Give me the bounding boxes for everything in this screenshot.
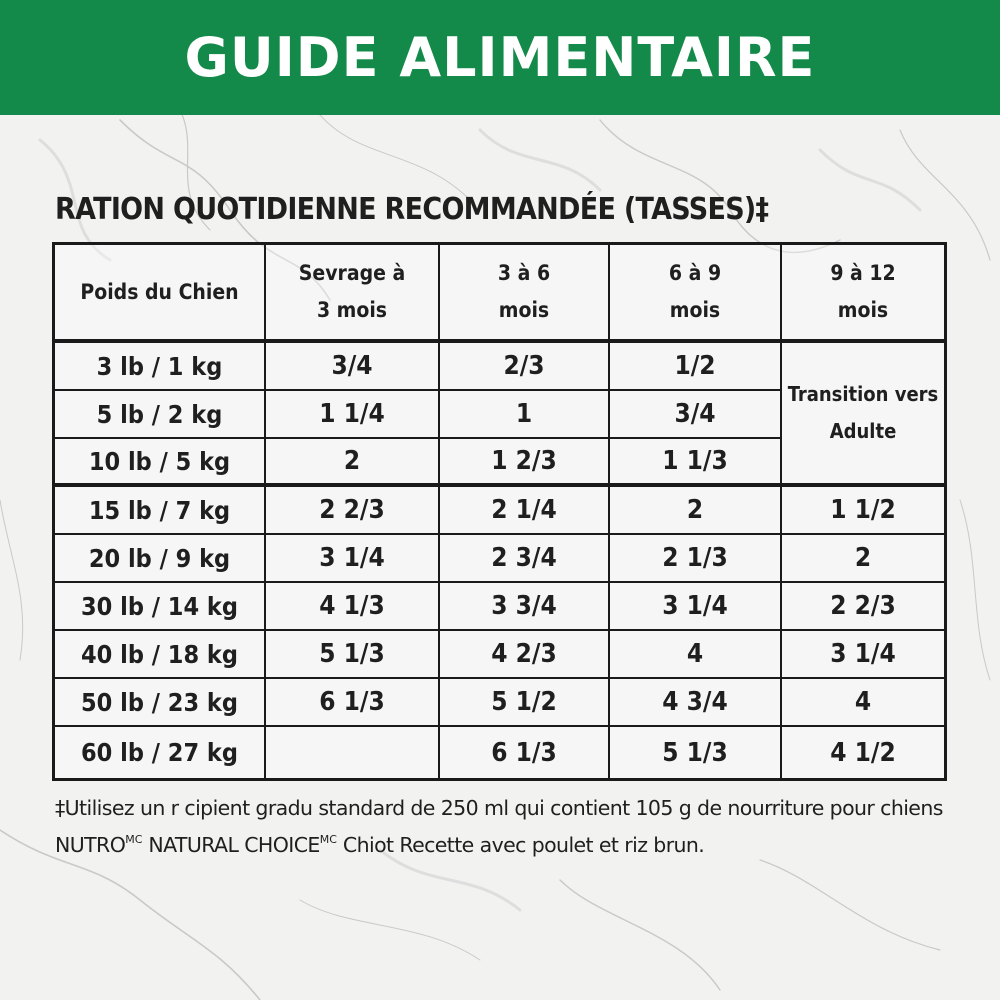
footnote (55, 793, 955, 861)
ration-cell: 4 2/3 (440, 631, 610, 679)
ration-cell: 4 3/4 (610, 679, 782, 727)
ration-cell: 4 (782, 679, 944, 727)
footnote-text-2: NATURAL CHOICE (142, 833, 320, 857)
ration-cell: 2 1/4 (440, 487, 610, 535)
ration-cell: 6 1/3 (266, 679, 440, 727)
column-header-1: Sevrage à 3 mois (266, 245, 440, 343)
section-title: RATION QUOTIDIENNE RECOMMANDÉE (TASSES)‡ (55, 192, 769, 227)
weight-cell: 10 lb / 5 kg (55, 439, 266, 487)
ration-cell: 6 1/3 (440, 727, 610, 778)
weight-cell: 30 lb / 14 kg (55, 583, 266, 631)
transition-note-cell: Transition vers Adulte (782, 343, 944, 487)
ration-cell: 2 (610, 487, 782, 535)
column-header-2: 3 à 6 mois (440, 245, 610, 343)
header-banner (0, 0, 1000, 115)
ration-cell: 4 1/2 (830, 737, 896, 768)
ration-cell: 4 (610, 631, 782, 679)
ration-cell: 1/2 (610, 343, 782, 391)
footnote-sup-1: MC (125, 833, 143, 846)
ration-cell: 1 2/3 (440, 439, 610, 487)
column-header-4: 9 à 12 mois (782, 245, 944, 343)
ration-cell: 2 (782, 535, 944, 583)
ration-cell: 2 3/4 (440, 535, 610, 583)
column-header-3: 6 à 9 mois (610, 245, 782, 343)
ration-cell: 3 3/4 (440, 583, 610, 631)
weight-cell: 50 lb / 23 kg (55, 679, 266, 727)
ration-cell: 1 1/2 (782, 487, 944, 535)
footnote-text-3: Chiot Recette avec poulet et riz brun. (336, 833, 705, 857)
ration-cell: 1 1/4 (266, 391, 440, 439)
ration-cell: 2 1/3 (610, 535, 782, 583)
ration-cell: 5 1/3 (266, 631, 440, 679)
banner-title: GUIDE ALIMENTAIRE (184, 26, 816, 89)
feeding-table (52, 242, 947, 781)
ration-cell: 3/4 (610, 391, 782, 439)
footnote-sup-2: MC (319, 833, 337, 846)
ration-cell: 1 1/3 (610, 439, 782, 487)
ration-cell (266, 727, 440, 778)
ration-cell: 2 2/3 (782, 583, 944, 631)
ration-cell: 5 1/2 (440, 679, 610, 727)
weight-cell: 3 lb / 1 kg (55, 343, 266, 391)
weight-cell: 5 lb / 2 kg (55, 391, 266, 439)
ration-cell: 3/4 (266, 343, 440, 391)
ration-cell: 3 1/4 (266, 535, 440, 583)
weight-cell: 20 lb / 9 kg (55, 535, 266, 583)
weight-cell: 15 lb / 7 kg (55, 487, 266, 535)
ration-cell: 2 (266, 439, 440, 487)
weight-cell: 40 lb / 18 kg (55, 631, 266, 679)
weight-cell: 60 lb / 27 kg (55, 727, 266, 778)
ration-cell: 4 1/3 (266, 583, 440, 631)
ration-cell: 3 1/4 (610, 583, 782, 631)
footnote-text-1: ‡Utilisez un r cipient gradu standard de 250 ml qui contient 105 g de nourriture pour chiens NUTRO (55, 796, 943, 857)
column-header-0: Poids du Chien (55, 245, 266, 343)
ration-cell: 1 (440, 391, 610, 439)
ration-cell: 3 1/4 (782, 631, 944, 679)
ration-cell: 2 2/3 (266, 487, 440, 535)
ration-cell: 2/3 (440, 343, 610, 391)
ration-cell: 5 1/3 (610, 727, 782, 778)
